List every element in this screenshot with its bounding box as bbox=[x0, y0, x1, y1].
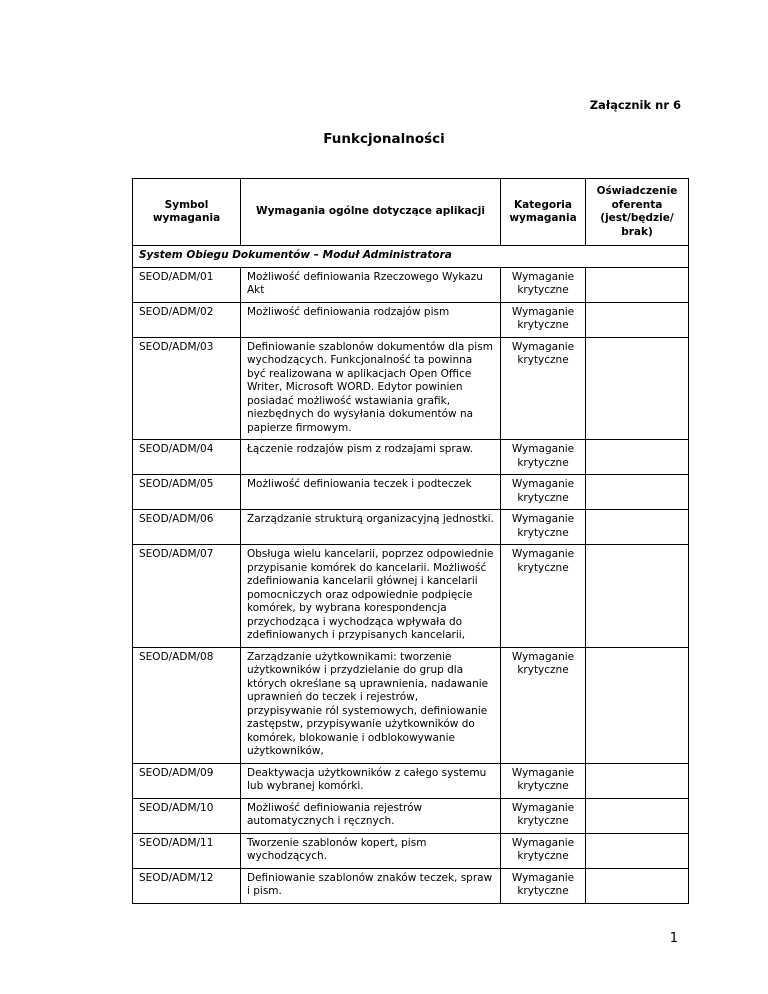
section-row bbox=[133, 246, 689, 268]
statement-cell bbox=[586, 545, 689, 648]
category-cell: Wymaganie krytyczne bbox=[501, 798, 586, 833]
statement-cell bbox=[586, 510, 689, 545]
symbol-cell: SEOD/ADM/12 bbox=[133, 868, 241, 903]
table-row bbox=[133, 475, 689, 510]
table-body bbox=[133, 246, 689, 904]
table-header bbox=[133, 179, 689, 246]
symbol-cell: SEOD/ADM/01 bbox=[133, 267, 241, 302]
requirement-cell: Deaktywacja użytkowników z całego systemu lub wybranej komórki. bbox=[241, 763, 501, 798]
header-requirement: Wymagania ogólne dotyczące aplikacji bbox=[241, 179, 501, 246]
category-cell: Wymaganie krytyczne bbox=[501, 545, 586, 648]
statement-cell bbox=[586, 302, 689, 337]
statement-cell bbox=[586, 798, 689, 833]
table-row bbox=[133, 440, 689, 475]
symbol-cell: SEOD/ADM/09 bbox=[133, 763, 241, 798]
page-title: Funkcjonalności bbox=[323, 131, 445, 147]
statement-cell bbox=[586, 833, 689, 868]
table-row bbox=[133, 798, 689, 833]
requirement-cell: Tworzenie szablonów kopert, pism wychodzących. bbox=[241, 833, 501, 868]
requirement-cell: Możliwość definiowania rodzajów pism bbox=[241, 302, 501, 337]
requirement-cell: Definiowanie szablonów znaków teczek, spraw i pism. bbox=[241, 868, 501, 903]
symbol-cell: SEOD/ADM/07 bbox=[133, 545, 241, 648]
requirement-cell: Definiowanie szablonów dokumentów dla pism wychodzących. Funkcjonalność ta powinna być realizowana w aplikacjach Open Office Writer, Microsoft WORD. Edytor powinien posiadać możliwość wstawiania grafik, niezbędnych do wysyłania dokumentów na papierze firmowym. bbox=[241, 337, 501, 440]
statement-cell bbox=[586, 440, 689, 475]
symbol-cell: SEOD/ADM/11 bbox=[133, 833, 241, 868]
table-row bbox=[133, 545, 689, 648]
table-row bbox=[133, 763, 689, 798]
table-header-row bbox=[133, 179, 689, 246]
category-cell: Wymaganie krytyczne bbox=[501, 475, 586, 510]
table-row bbox=[133, 833, 689, 868]
requirement-cell: Możliwość definiowania teczek i podteczek bbox=[241, 475, 501, 510]
header-statement: Oświadczenie oferenta (jest/będzie/ brak) bbox=[586, 179, 689, 246]
requirement-cell: Łączenie rodzajów pism z rodzajami spraw. bbox=[241, 440, 501, 475]
requirement-cell: Zarządzanie użytkownikami: tworzenie użytkowników i przydzielanie do grup dla których określane są uprawnienia, nadawanie uprawnień do teczek i rejestrów, przypisywanie ról systemowych, definiowanie zastępstw, przypisywanie użytkowników do komórek, blokowanie i odblokowywanie użytkowników, bbox=[241, 647, 501, 763]
statement-cell bbox=[586, 868, 689, 903]
category-cell: Wymaganie krytyczne bbox=[501, 302, 586, 337]
page-number: 1 bbox=[669, 931, 678, 946]
table-row bbox=[133, 337, 689, 440]
symbol-cell: SEOD/ADM/02 bbox=[133, 302, 241, 337]
symbol-cell: SEOD/ADM/08 bbox=[133, 647, 241, 763]
requirement-cell: Możliwość definiowania rejestrów automatycznych i ręcznych. bbox=[241, 798, 501, 833]
table-row bbox=[133, 647, 689, 763]
table-row bbox=[133, 267, 689, 302]
header-category: Kategoria wymagania bbox=[501, 179, 586, 246]
header-symbol: Symbol wymagania bbox=[133, 179, 241, 246]
category-cell: Wymaganie krytyczne bbox=[501, 763, 586, 798]
category-cell: Wymaganie krytyczne bbox=[501, 510, 586, 545]
symbol-cell: SEOD/ADM/04 bbox=[133, 440, 241, 475]
statement-cell bbox=[586, 647, 689, 763]
table-row bbox=[133, 868, 689, 903]
category-cell: Wymaganie krytyczne bbox=[501, 868, 586, 903]
statement-cell bbox=[586, 337, 689, 440]
requirements-table bbox=[132, 178, 689, 904]
section-title: System Obiegu Dokumentów – Moduł Administratora bbox=[133, 246, 689, 268]
category-cell: Wymaganie krytyczne bbox=[501, 647, 586, 763]
table-row bbox=[133, 302, 689, 337]
category-cell: Wymaganie krytyczne bbox=[501, 337, 586, 440]
statement-cell bbox=[586, 763, 689, 798]
category-cell: Wymaganie krytyczne bbox=[501, 440, 586, 475]
table-row bbox=[133, 510, 689, 545]
category-cell: Wymaganie krytyczne bbox=[501, 833, 586, 868]
attachment-label: Załącznik nr 6 bbox=[589, 98, 681, 112]
symbol-cell: SEOD/ADM/03 bbox=[133, 337, 241, 440]
statement-cell bbox=[586, 475, 689, 510]
requirement-cell: Zarządzanie strukturą organizacyjną jednostki. bbox=[241, 510, 501, 545]
requirement-cell: Obsługa wielu kancelarii, poprzez odpowiednie przypisanie komórek do kancelarii. Możliwość zdefiniowania kancelarii głównej i kancelarii pomocniczych oraz odpowiednie podpięcie komórek, by wybrana korespondencja przychodząca i wychodząca wpływała do zdefiniowanych i przypisanych kancelarii, bbox=[241, 545, 501, 648]
category-cell: Wymaganie krytyczne bbox=[501, 267, 586, 302]
requirement-cell: Możliwość definiowania Rzeczowego Wykazu Akt bbox=[241, 267, 501, 302]
symbol-cell: SEOD/ADM/06 bbox=[133, 510, 241, 545]
symbol-cell: SEOD/ADM/10 bbox=[133, 798, 241, 833]
symbol-cell: SEOD/ADM/05 bbox=[133, 475, 241, 510]
statement-cell bbox=[586, 267, 689, 302]
